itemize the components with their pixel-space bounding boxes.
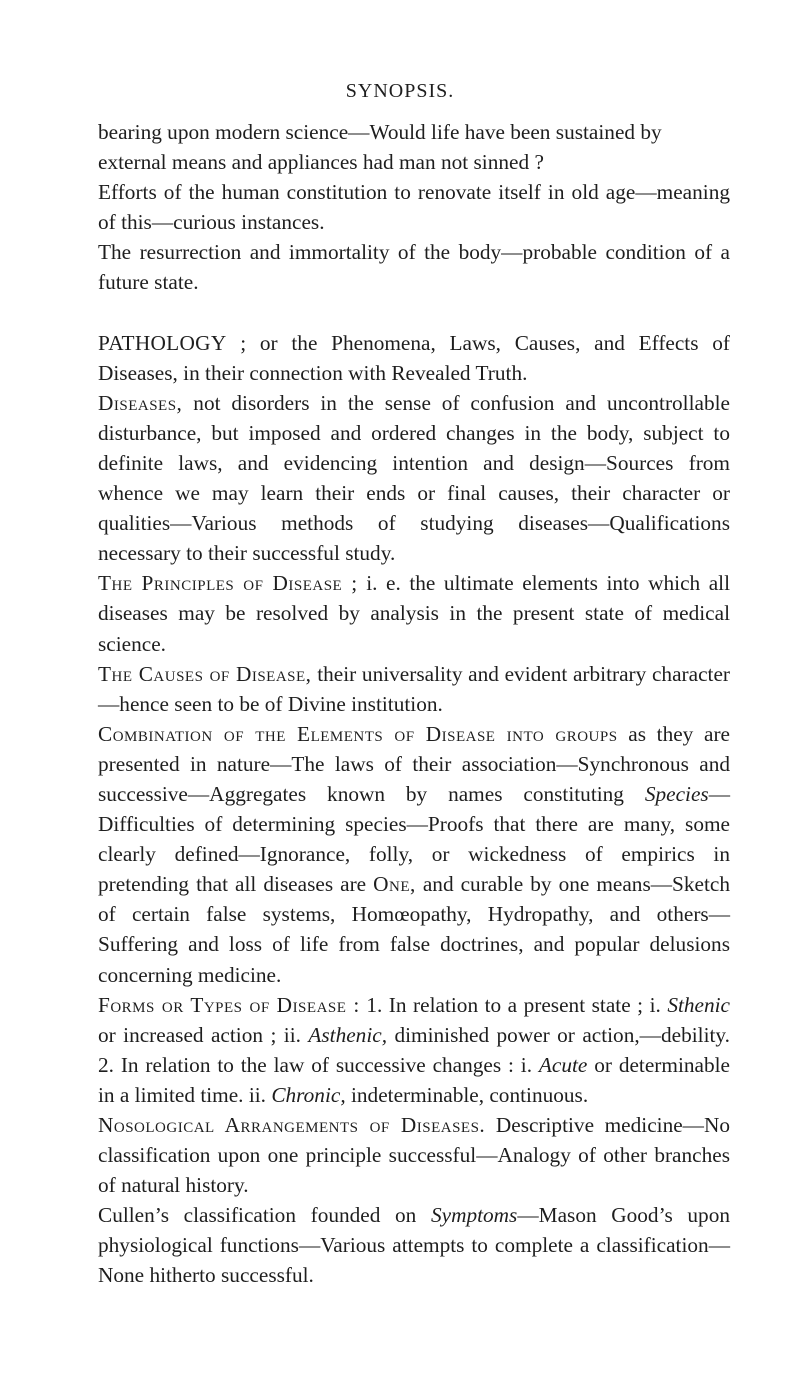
paragraph-text: diminished power or action,—debility. 2. In relation to the law of successive changes : i. <box>98 1022 730 1077</box>
paragraph-combination <box>98 719 730 990</box>
paragraph-text: Descriptive medicine—No classification upon one principle successful—Analogy of other branches of natural history. <box>98 1113 730 1198</box>
paragraph-text: indeterminable, continuous. <box>345 1082 589 1107</box>
paragraph-causes <box>98 659 730 719</box>
text-line: bearing upon modern science—Would life have been sustained by <box>98 120 662 144</box>
subheading-combination: Combination of the Elements of Disease into groups <box>98 721 618 746</box>
paragraph-text: their universality and evident arbitrary character—hence seen to be of Divine institution. <box>98 661 730 716</box>
section-heading-pathology: PATHOLOGY <box>98 330 227 355</box>
paragraph-text: as they are presented in nature—The laws of their association—Synchronous and successive—Aggregates known by names constituting <box>98 721 730 806</box>
paragraph-text: —Difficulties of determining species—Proofs that there are many, some clearly defined—Ignorance, folly, or wickedness of empirics in pretending that all diseases are <box>98 781 730 897</box>
subheading-forms: Forms or Types of Disease : <box>98 992 360 1017</box>
paragraph-text: or determinable in a limited time. ii. <box>98 1052 730 1107</box>
paragraph-text: The resurrection and immortality of the body—probable condition of a future state. <box>98 240 730 295</box>
paragraph-efforts <box>98 177 730 237</box>
subheading-nosological: Nosological Arrangements of Diseases. <box>98 1113 486 1137</box>
italic-term-symptoms: Symptoms <box>430 1203 518 1228</box>
page-header: SYNOPSIS. <box>345 80 455 102</box>
paragraph-text: —Mason Good’s upon physiological functions—Various attempts to complete a classification—None hitherto successful. <box>98 1203 731 1288</box>
italic-term-species: Species <box>644 781 709 806</box>
term-one: One, <box>373 872 416 897</box>
paragraph-text: Cullen’s classification founded on <box>98 1203 431 1228</box>
paragraph-diseases <box>98 388 730 569</box>
paragraph-text: i. e. the ultimate elements into which all diseases may be resolved by analysis in the present state of medical science. <box>98 571 730 656</box>
paragraph-nosological <box>98 1110 730 1200</box>
paragraph-text: Efforts of the human constitution to renovate itself in old age—meaning of this—curious instances. <box>98 180 730 235</box>
italic-term-asthenic: Asthenic, <box>308 1022 388 1047</box>
italic-term-acute: Acute <box>538 1052 588 1077</box>
italic-term-sthenic: Sthenic <box>667 992 730 1017</box>
paragraph-text: ; or the Phenomena, Laws, Causes, and Effects of Diseases, in their connection with Revealed Truth. <box>98 330 730 385</box>
text-line: external means and appliances had man not sinned ? <box>98 150 544 175</box>
paragraph-science <box>98 117 730 177</box>
paragraph-cullen <box>98 1200 730 1290</box>
subheading-diseases: Diseases, <box>98 390 183 415</box>
paragraph-text: and curable by one means—Sketch of certain false systems, Homœopathy, Hydropathy, and others—Suffering and loss of life from false doctrines, and popular delusions concerning medicine. <box>98 872 730 987</box>
paragraph-text: 1. In relation to a present state ; i. <box>359 992 668 1017</box>
paragraph-forms <box>98 990 730 1110</box>
subheading-causes: The Causes of Disease, <box>98 661 312 686</box>
synopsis-body <box>98 117 730 1291</box>
subheading-principles: The Principles of Disease ; <box>98 571 358 596</box>
paragraph-text: or increased action ; ii. <box>98 1022 309 1047</box>
italic-term-chronic: Chronic, <box>271 1082 346 1107</box>
paragraph-text: not disorders in the sense of confusion and uncontrollable disturbance, but imposed and ordered changes in the body, subject to definite laws, and evidencing intention and design—Sources from whence we may learn their ends or final causes, their character or qualities—Various methods of studying diseases—Qualifications necessary to their successful study. <box>98 390 730 566</box>
paragraph-pathology <box>98 328 730 388</box>
paragraph-principles <box>98 568 730 658</box>
paragraph-resurrection <box>98 237 730 297</box>
